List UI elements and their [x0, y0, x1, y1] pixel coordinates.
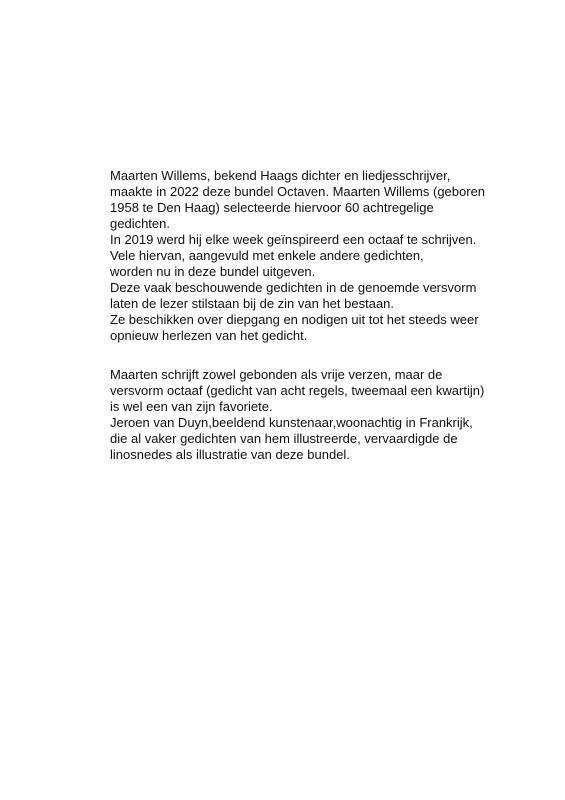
- text-line: Jeroen van Duyn,beeldend kunstenaar,woonachtig in Frankrijk,: [110, 415, 473, 430]
- text-line: worden nu in deze bundel uitgeven.: [110, 264, 316, 279]
- paragraph-intro: [110, 168, 530, 344]
- text-line: linosnedes als illustratie van deze bundel.: [110, 447, 350, 462]
- text-line: Maarten Willems, bekend Haags dichter en liedjesschrijver,: [110, 168, 451, 183]
- text-line: laten de lezer stilstaan bij de zin van het bestaan.: [110, 296, 395, 311]
- text-line: Vele hiervan, aangevuld met enkele andere gedichten,: [110, 248, 424, 263]
- text-line: In 2019 werd hij elke week geïnspireerd een octaaf te schrijven.: [110, 232, 477, 247]
- text-line: Ze beschikken over diepgang en nodigen uit tot het steeds weer: [110, 312, 479, 327]
- text-line: opnieuw herlezen van het gedicht.: [110, 328, 308, 343]
- text-line: 1958 te Den Haag) selecteerde hiervoor 60 achtregelige: [110, 200, 434, 215]
- text-line: Deze vaak beschouwende gedichten in de genoemde versvorm: [110, 280, 477, 295]
- text-line: versvorm octaaf (gedicht van acht regels, tweemaal een kwartijn): [110, 383, 485, 398]
- text-line: Maarten schrijft zowel gebonden als vrije verzen, maar de: [110, 367, 443, 382]
- text-line: die al vaker gedichten van hem illustreerde, vervaardigde de: [110, 431, 458, 446]
- text-line: maakte in 2022 deze bundel Octaven. Maarten Willems (geboren: [110, 184, 486, 199]
- text-line: gedichten.: [110, 216, 170, 231]
- paragraph-details: [110, 367, 530, 463]
- text-line: is wel een van zijn favoriete.: [110, 399, 273, 414]
